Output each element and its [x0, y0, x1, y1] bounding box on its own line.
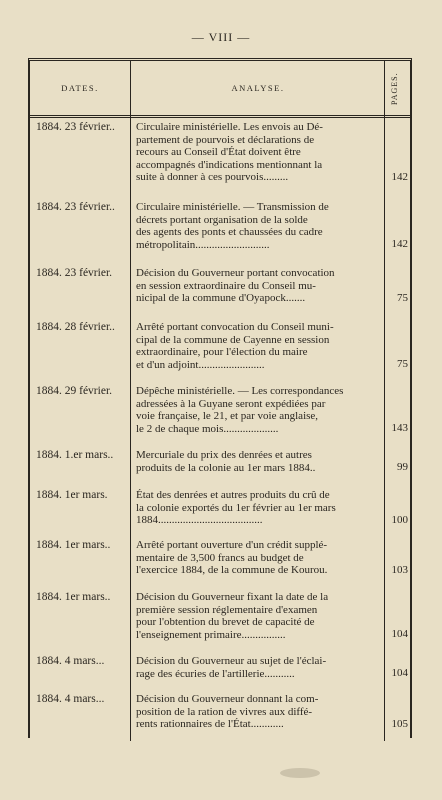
- entry-analyse: État des denrées et autres produits du crû de la colonie exportés du 1er février au 1er mars 1884......................................: [136, 489, 336, 526]
- entry-analyse: Arrêté portant ouverture d'un crédit supplé- mentaire de 3,500 francs au budget de l'exercice 1884, de la commune de Kourou.: [136, 539, 328, 576]
- entry-page: 142: [391, 238, 408, 250]
- entry-analyse: Décision du Gouverneur portant convocation en session extraordinaire du Conseil mu- nicipal de la commune d'Oyapock.......: [136, 267, 335, 304]
- entry-date: 1884. 23 février..: [36, 121, 115, 133]
- entry-page: 105: [391, 718, 408, 730]
- column-divider-pages: [384, 61, 385, 741]
- entry-analyse: Décision du Gouverneur fixant la date de la première session réglementaire d'examen pour l'obtention du brevet de capacité de l'enseignement primaire................: [136, 591, 329, 641]
- entry-date: 1884. 1er mars..: [36, 539, 111, 551]
- entry-analyse: Circulaire ministérielle. — Transmission de décrets portant organisation de la solde des agents des ponts et chaussées du cadre métropolitain...........................: [136, 201, 329, 251]
- entry-page: 99: [397, 461, 408, 473]
- entry-date: 1884. 23 février..: [36, 201, 115, 213]
- column-divider-dates: [130, 61, 131, 741]
- entry-date: 1884. 1er mars.: [36, 489, 108, 501]
- entry-date: 1884. 1er mars..: [36, 591, 111, 603]
- index-table: [28, 58, 412, 738]
- entry-page: 143: [391, 422, 408, 434]
- entry-page: 100: [391, 514, 408, 526]
- table-header: [30, 61, 410, 118]
- paper-stain: [280, 768, 320, 778]
- entry-analyse: Mercuriale du prix des denrées et autres produits de la colonie au 1er mars 1884..: [136, 449, 316, 474]
- entry-date: 1884. 29 février.: [36, 385, 113, 397]
- header-pages: PAGES.: [390, 72, 399, 106]
- entry-page: 103: [391, 564, 408, 576]
- entry-analyse: Circulaire ministérielle. Les envois au Dé- partement de pourvois et déclarations de recours au Conseil d'État doivent être accompagnés d'indications mentionnant la suite à donner à ces pourvois.........: [136, 121, 323, 183]
- page-number: — VIII —: [191, 30, 251, 44]
- entry-analyse: Dépêche ministérielle. — Les correspondances adressées à la Guyane seront expédiées par voie française, le 21, et par voie anglaise, le 2 de chaque mois....................: [136, 385, 344, 435]
- entry-page: 75: [397, 358, 408, 370]
- header-dates: DATES.: [61, 83, 99, 93]
- header-analyse: ANALYSE.: [231, 83, 285, 93]
- entry-page: 75: [397, 292, 408, 304]
- entry-analyse: Décision du Gouverneur donnant la com- position de la ration de vivres aux diffé- rents rationnaires de l'État............: [136, 693, 319, 730]
- entry-date: 1884. 28 février..: [36, 321, 115, 333]
- entry-analyse: Arrêté portant convocation du Conseil muni- cipal de la commune de Cayenne en session extraordinaire, pour l'élection du maire et d'un adjoint........................: [136, 321, 334, 371]
- entry-date: 1884. 4 mars...: [36, 655, 105, 667]
- entry-date: 1884. 4 mars...: [36, 693, 105, 705]
- entry-page: 104: [391, 628, 408, 640]
- entry-analyse: Décision du Gouverneur au sujet de l'éclai- rage des écuries de l'artillerie...........: [136, 655, 327, 680]
- entry-date: 1884. 23 février.: [36, 267, 113, 279]
- entry-page: 104: [391, 667, 408, 679]
- entry-date: 1884. 1.er mars..: [36, 449, 114, 461]
- entry-page: 142: [391, 171, 408, 183]
